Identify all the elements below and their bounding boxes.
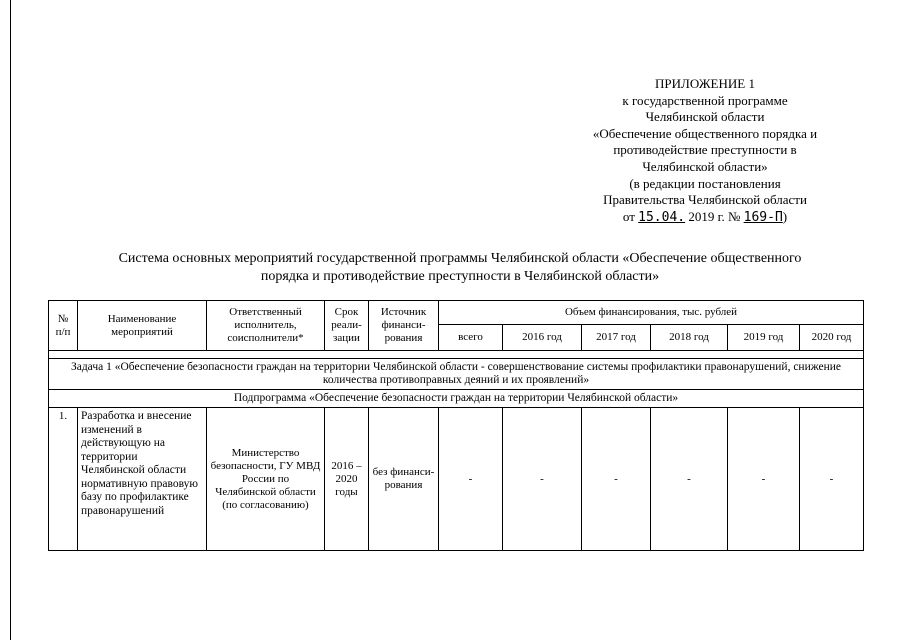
appendix-line: Челябинской области»: [642, 158, 768, 174]
task-row: [49, 359, 864, 390]
row-2016: -: [503, 408, 582, 551]
page-left-border: [10, 0, 11, 640]
subprogram-row: [49, 390, 864, 408]
row-2017: -: [582, 408, 651, 551]
appendix-line: Правительства Челябинской области: [603, 192, 807, 208]
document-title: [60, 250, 860, 286]
closing-paren: ): [782, 208, 788, 224]
appendix-line: Челябинской области: [645, 109, 765, 125]
header-total: всего: [439, 325, 503, 351]
measures-table: [48, 300, 864, 551]
year-text: 2019 г. №: [688, 208, 741, 224]
header-source: Источник финанси-рования: [369, 301, 439, 351]
task-cell: Задача 1 «Обеспечение безопасности граждан на территории Челябинской области - совершенствование системы профилактики правонарушений, снижение количества противоправных деяний и их проявлений»: [49, 359, 864, 390]
row-term: 2016 – 2020 годы: [325, 408, 369, 551]
separator-cell: [49, 351, 864, 359]
header-2020: 2020 год: [800, 325, 864, 351]
appendix-line: «Обеспечение общественного порядка и: [592, 125, 818, 141]
appendix-line: (в редакции постановления: [629, 175, 781, 191]
subprogram-cell: Подпрограмма «Обеспечение безопасности граждан на территории Челябинской области»: [49, 390, 864, 408]
header-num: № п/п: [49, 301, 78, 351]
header-2019: 2019 год: [728, 325, 800, 351]
appendix-header: [560, 76, 850, 226]
header-2017: 2017 год: [582, 325, 651, 351]
row-2019: -: [728, 408, 800, 551]
row-name: Разработка и внесение изменений в действующую на территории Челябинской области нормативную правовую базу по профилактике правонарушений: [78, 408, 207, 551]
table-row: [49, 408, 864, 551]
header-name: Наименование мероприятий: [78, 301, 207, 351]
header-2018: 2018 год: [651, 325, 728, 351]
title-line-2: порядка и противодействие преступности в Челябинской области»: [260, 269, 660, 284]
header-row: [49, 301, 864, 325]
handwritten-number: 169-П: [743, 209, 783, 225]
appendix-line: ПРИЛОЖЕНИЕ 1: [655, 76, 755, 91]
separator-row: [49, 351, 864, 359]
header-funding: Объем финансирования, тыс. рублей: [439, 301, 864, 325]
appendix-date-line: [560, 209, 850, 227]
header-executor: Ответственный исполнитель, соисполнители*: [207, 301, 325, 351]
date-prefix: от: [622, 208, 635, 224]
header-term: Срок реали-зации: [325, 301, 369, 351]
handwritten-date: 15.04.: [638, 209, 686, 225]
row-2018: -: [651, 408, 728, 551]
header-2016: 2016 год: [503, 325, 582, 351]
row-total: -: [439, 408, 503, 551]
appendix-line: противодействие преступности в: [613, 142, 797, 158]
appendix-line: к государственной программе: [622, 92, 788, 108]
title-line-1: Система основных мероприятий государственной программы Челябинской области «Обеспечение общественного: [118, 251, 802, 266]
row-2020: -: [800, 408, 864, 551]
row-num: 1.: [49, 408, 78, 551]
row-source: без финанси-рования: [369, 408, 439, 551]
row-executor: Министерство безопасности, ГУ МВД России по Челябинской области (по согласованию): [207, 408, 325, 551]
